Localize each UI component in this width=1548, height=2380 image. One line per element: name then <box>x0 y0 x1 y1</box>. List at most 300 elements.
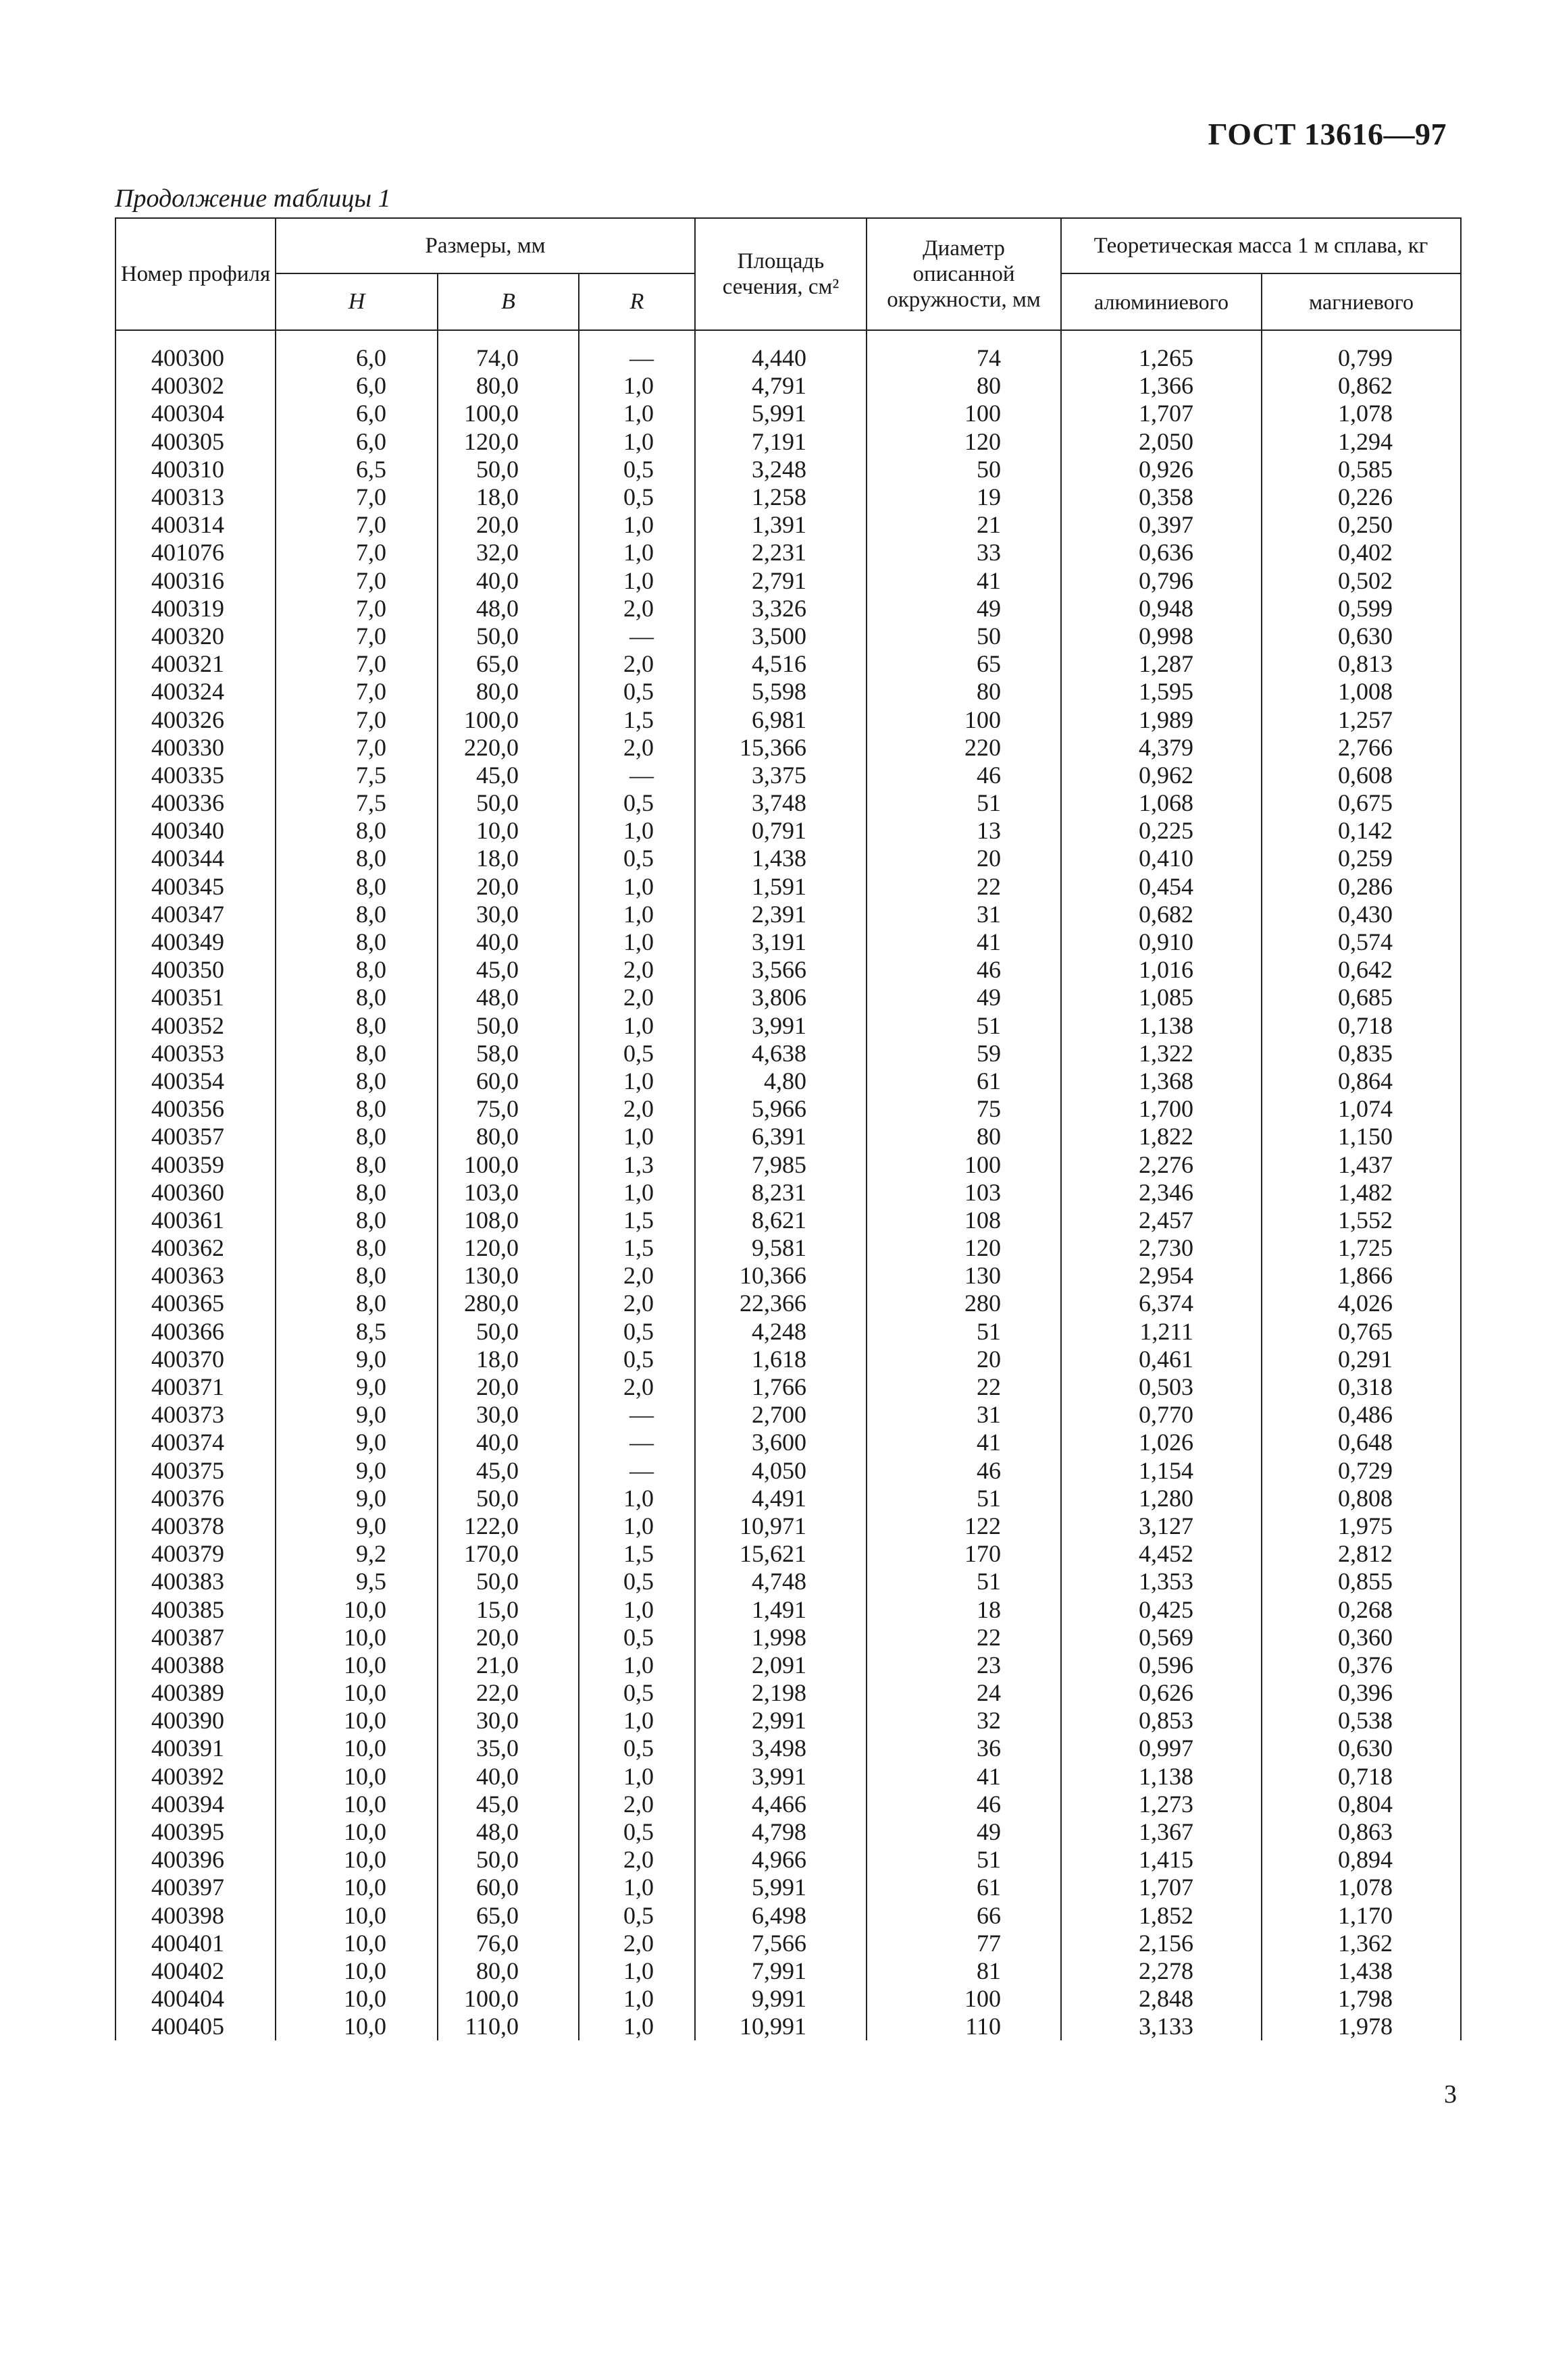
cell-area: 0,791 <box>695 817 867 845</box>
cell-profile-number: 400379 <box>115 1540 276 1568</box>
cell-diameter: 41 <box>867 928 1061 956</box>
cell-mass-magnesium: 1,438 <box>1262 1957 1461 1985</box>
cell-h: 7,0 <box>276 623 438 650</box>
cell-diameter: 46 <box>867 956 1061 984</box>
cell-area: 5,598 <box>695 678 867 706</box>
cell-h: 9,0 <box>276 1373 438 1401</box>
cell-b: 76,0 <box>438 1930 579 1957</box>
cell-r: 0,5 <box>579 678 695 706</box>
cell-diameter: 51 <box>867 1846 1061 1874</box>
cell-h: 6,0 <box>276 372 438 400</box>
cell-diameter: 80 <box>867 678 1061 706</box>
cell-area: 1,391 <box>695 511 867 539</box>
cell-mass-magnesium: 4,026 <box>1262 1290 1461 1317</box>
cell-mass-aluminum: 1,989 <box>1061 706 1262 733</box>
cell-area: 3,748 <box>695 789 867 817</box>
cell-area: 7,991 <box>695 1957 867 1985</box>
cell-h: 8,0 <box>276 1262 438 1290</box>
cell-diameter: 80 <box>867 372 1061 400</box>
table-row <box>115 2013 1461 2040</box>
cell-profile-number: 400324 <box>115 678 276 706</box>
cell-mass-aluminum: 0,569 <box>1061 1624 1262 1651</box>
cell-area: 3,806 <box>695 984 867 1011</box>
cell-r: — <box>579 1401 695 1429</box>
table-body <box>115 330 1461 2040</box>
cell-b: 18,0 <box>438 1346 579 1373</box>
cell-mass-magnesium: 2,812 <box>1262 1540 1461 1568</box>
cell-h: 6,0 <box>276 344 438 372</box>
cell-b: 15,0 <box>438 1595 579 1623</box>
table-row <box>115 956 1461 984</box>
cell-area: 3,191 <box>695 928 867 956</box>
cell-mass-aluminum: 0,962 <box>1061 762 1262 789</box>
table-row <box>115 1123 1461 1151</box>
cell-diameter: 31 <box>867 901 1061 928</box>
cell-mass-magnesium: 0,286 <box>1262 873 1461 901</box>
cell-b: 30,0 <box>438 1401 579 1429</box>
cell-profile-number: 400345 <box>115 873 276 901</box>
cell-profile-number: 400376 <box>115 1485 276 1512</box>
cell-area: 3,991 <box>695 1012 867 1040</box>
header-magnesium: магниевого <box>1262 273 1461 330</box>
cell-diameter: 81 <box>867 1957 1061 1985</box>
cell-mass-magnesium: 1,257 <box>1262 706 1461 733</box>
cell-mass-aluminum: 2,276 <box>1061 1151 1262 1178</box>
cell-r: 2,0 <box>579 1262 695 1290</box>
cell-b: 122,0 <box>438 1512 579 1540</box>
cell-r: 0,5 <box>579 789 695 817</box>
table-row <box>115 595 1461 623</box>
cell-diameter: 103 <box>867 1179 1061 1207</box>
cell-r: 0,5 <box>579 1346 695 1373</box>
cell-b: 18,0 <box>438 845 579 872</box>
header-r: R <box>579 273 695 330</box>
cell-h: 8,0 <box>276 817 438 845</box>
cell-area: 8,621 <box>695 1207 867 1234</box>
cell-mass-magnesium: 0,608 <box>1262 762 1461 789</box>
cell-b: 20,0 <box>438 1373 579 1401</box>
cell-profile-number: 400351 <box>115 984 276 1011</box>
cell-area: 8,231 <box>695 1179 867 1207</box>
cell-mass-aluminum: 1,595 <box>1061 678 1262 706</box>
cell-mass-magnesium: 0,855 <box>1262 1568 1461 1595</box>
cell-h: 9,0 <box>276 1429 438 1456</box>
cell-h: 8,0 <box>276 1012 438 1040</box>
cell-h: 8,0 <box>276 1040 438 1067</box>
cell-r: 1,0 <box>579 928 695 956</box>
cell-mass-aluminum: 1,368 <box>1061 1067 1262 1095</box>
cell-diameter: 65 <box>867 650 1061 678</box>
cell-diameter: 22 <box>867 1373 1061 1401</box>
cell-h: 7,0 <box>276 539 438 566</box>
table-row <box>115 1595 1461 1623</box>
table-row <box>115 1902 1461 1930</box>
table-row <box>115 1318 1461 1346</box>
cell-mass-aluminum: 0,461 <box>1061 1346 1262 1373</box>
cell-mass-aluminum: 0,948 <box>1061 595 1262 623</box>
cell-b: 100,0 <box>438 1151 579 1178</box>
cell-mass-aluminum: 1,707 <box>1061 1874 1262 1901</box>
cell-mass-aluminum: 2,346 <box>1061 1179 1262 1207</box>
cell-area: 7,566 <box>695 1930 867 1957</box>
cell-r: 1,0 <box>579 428 695 456</box>
cell-mass-magnesium: 1,150 <box>1262 1123 1461 1151</box>
cell-mass-aluminum: 2,730 <box>1061 1234 1262 1262</box>
cell-profile-number: 400361 <box>115 1207 276 1234</box>
cell-profile-number: 400378 <box>115 1512 276 1540</box>
cell-mass-aluminum: 0,682 <box>1061 901 1262 928</box>
table-row <box>115 1874 1461 1901</box>
cell-b: 40,0 <box>438 567 579 595</box>
cell-area: 6,981 <box>695 706 867 733</box>
cell-mass-aluminum: 1,211 <box>1061 1318 1262 1346</box>
cell-mass-aluminum: 0,770 <box>1061 1401 1262 1429</box>
cell-mass-aluminum: 0,596 <box>1061 1651 1262 1679</box>
cell-profile-number: 400340 <box>115 817 276 845</box>
table-row <box>115 1151 1461 1178</box>
cell-b: 50,0 <box>438 1846 579 1874</box>
cell-diameter: 100 <box>867 1151 1061 1178</box>
cell-r: 1,0 <box>579 1651 695 1679</box>
table-row <box>115 344 1461 372</box>
table-row <box>115 483 1461 511</box>
table-row <box>115 1624 1461 1651</box>
cell-b: 50,0 <box>438 1485 579 1512</box>
cell-mass-magnesium: 1,482 <box>1262 1179 1461 1207</box>
cell-h: 8,0 <box>276 873 438 901</box>
cell-mass-magnesium: 0,718 <box>1262 1763 1461 1791</box>
cell-profile-number: 400375 <box>115 1457 276 1485</box>
cell-b: 60,0 <box>438 1874 579 1901</box>
cell-profile-number: 400349 <box>115 928 276 956</box>
cell-b: 103,0 <box>438 1179 579 1207</box>
cell-h: 7,5 <box>276 789 438 817</box>
cell-mass-aluminum: 1,852 <box>1061 1902 1262 1930</box>
cell-mass-aluminum: 0,626 <box>1061 1679 1262 1707</box>
cell-profile-number: 400387 <box>115 1624 276 1651</box>
cell-mass-magnesium: 0,718 <box>1262 1012 1461 1040</box>
cell-r: 0,5 <box>579 483 695 511</box>
cell-r: — <box>579 344 695 372</box>
cell-diameter: 51 <box>867 1485 1061 1512</box>
cell-diameter: 50 <box>867 456 1061 483</box>
cell-mass-aluminum: 1,265 <box>1061 344 1262 372</box>
cell-mass-magnesium: 0,376 <box>1262 1651 1461 1679</box>
cell-area: 1,258 <box>695 483 867 511</box>
cell-profile-number: 400370 <box>115 1346 276 1373</box>
cell-mass-magnesium: 0,259 <box>1262 845 1461 872</box>
cell-b: 18,0 <box>438 483 579 511</box>
cell-mass-magnesium: 2,766 <box>1262 734 1461 762</box>
cell-area: 1,998 <box>695 1624 867 1651</box>
cell-b: 20,0 <box>438 873 579 901</box>
cell-mass-aluminum: 1,085 <box>1061 984 1262 1011</box>
cell-h: 10,0 <box>276 1791 438 1818</box>
cell-diameter: 51 <box>867 789 1061 817</box>
cell-mass-magnesium: 0,765 <box>1262 1318 1461 1346</box>
cell-profile-number: 400330 <box>115 734 276 762</box>
cell-diameter: 41 <box>867 1763 1061 1791</box>
cell-h: 7,0 <box>276 567 438 595</box>
cell-area: 4,491 <box>695 1485 867 1512</box>
cell-mass-aluminum: 1,287 <box>1061 650 1262 678</box>
cell-mass-magnesium: 1,978 <box>1262 2013 1461 2040</box>
cell-diameter: 100 <box>867 706 1061 733</box>
cell-b: 120,0 <box>438 428 579 456</box>
cell-r: 1,5 <box>579 1234 695 1262</box>
cell-profile-number: 400373 <box>115 1401 276 1429</box>
cell-diameter: 122 <box>867 1512 1061 1540</box>
cell-b: 40,0 <box>438 1429 579 1456</box>
cell-profile-number: 400385 <box>115 1595 276 1623</box>
cell-profile-number: 400352 <box>115 1012 276 1040</box>
header-b: B <box>438 273 579 330</box>
cell-mass-magnesium: 0,864 <box>1262 1067 1461 1095</box>
cell-b: 75,0 <box>438 1095 579 1123</box>
cell-area: 3,326 <box>695 595 867 623</box>
cell-r: — <box>579 623 695 650</box>
cell-area: 4,466 <box>695 1791 867 1818</box>
cell-r: 1,0 <box>579 1179 695 1207</box>
cell-h: 8,0 <box>276 1095 438 1123</box>
cell-r: 0,5 <box>579 1679 695 1707</box>
cell-mass-aluminum: 4,379 <box>1061 734 1262 762</box>
cell-area: 3,500 <box>695 623 867 650</box>
cell-mass-magnesium: 0,894 <box>1262 1846 1461 1874</box>
cell-mass-magnesium: 1,078 <box>1262 400 1461 427</box>
cell-diameter: 100 <box>867 400 1061 427</box>
cell-mass-magnesium: 0,813 <box>1262 650 1461 678</box>
cell-h: 8,0 <box>276 1067 438 1095</box>
cell-diameter: 77 <box>867 1930 1061 1957</box>
cell-area: 3,498 <box>695 1735 867 1762</box>
cell-b: 65,0 <box>438 1902 579 1930</box>
cell-b: 22,0 <box>438 1679 579 1707</box>
cell-area: 9,581 <box>695 1234 867 1262</box>
cell-h: 10,0 <box>276 1818 438 1846</box>
table-row <box>115 1401 1461 1429</box>
cell-mass-aluminum: 1,016 <box>1061 956 1262 984</box>
table-row <box>115 789 1461 817</box>
table-row <box>115 1067 1461 1095</box>
cell-diameter: 66 <box>867 1902 1061 1930</box>
cell-area: 22,366 <box>695 1290 867 1317</box>
cell-diameter: 41 <box>867 567 1061 595</box>
cell-profile-number: 400319 <box>115 595 276 623</box>
cell-mass-magnesium: 0,799 <box>1262 344 1461 372</box>
cell-profile-number: 400357 <box>115 1123 276 1151</box>
cell-r: 0,5 <box>579 845 695 872</box>
cell-area: 3,566 <box>695 956 867 984</box>
cell-mass-magnesium: 0,804 <box>1262 1791 1461 1818</box>
cell-h: 8,0 <box>276 1290 438 1317</box>
cell-r: 2,0 <box>579 1930 695 1957</box>
cell-r: 1,0 <box>579 1512 695 1540</box>
cell-r: 1,0 <box>579 1123 695 1151</box>
cell-r: 1,0 <box>579 2013 695 2040</box>
cell-r: 1,0 <box>579 539 695 566</box>
cell-profile-number: 400401 <box>115 1930 276 1957</box>
cell-diameter: 108 <box>867 1207 1061 1234</box>
cell-area: 4,748 <box>695 1568 867 1595</box>
table-row <box>115 1707 1461 1735</box>
cell-mass-aluminum: 1,273 <box>1061 1791 1262 1818</box>
cell-mass-aluminum: 0,503 <box>1061 1373 1262 1401</box>
cell-profile-number: 400396 <box>115 1846 276 1874</box>
cell-b: 30,0 <box>438 901 579 928</box>
cell-mass-aluminum: 2,848 <box>1061 1985 1262 2013</box>
cell-mass-magnesium: 1,798 <box>1262 1985 1461 2013</box>
cell-mass-aluminum: 1,367 <box>1061 1818 1262 1846</box>
cell-b: 58,0 <box>438 1040 579 1067</box>
table-row <box>115 1012 1461 1040</box>
cell-area: 1,766 <box>695 1373 867 1401</box>
cell-profile-number: 400395 <box>115 1818 276 1846</box>
cell-profile-number: 400316 <box>115 567 276 595</box>
cell-mass-aluminum: 0,358 <box>1061 483 1262 511</box>
cell-r: 1,0 <box>579 1985 695 2013</box>
cell-mass-aluminum: 2,954 <box>1061 1262 1262 1290</box>
cell-profile-number: 400335 <box>115 762 276 789</box>
cell-area: 2,700 <box>695 1401 867 1429</box>
cell-area: 5,991 <box>695 400 867 427</box>
cell-profile-number: 400353 <box>115 1040 276 1067</box>
cell-area: 2,791 <box>695 567 867 595</box>
table-row <box>115 1846 1461 1874</box>
cell-b: 100,0 <box>438 706 579 733</box>
cell-h: 7,5 <box>276 762 438 789</box>
table-row <box>115 1457 1461 1485</box>
table-row <box>115 1234 1461 1262</box>
cell-h: 8,0 <box>276 1234 438 1262</box>
cell-diameter: 46 <box>867 1457 1061 1485</box>
table-row <box>115 1485 1461 1512</box>
cell-mass-aluminum: 1,068 <box>1061 789 1262 817</box>
cell-diameter: 120 <box>867 428 1061 456</box>
cell-mass-magnesium: 0,862 <box>1262 372 1461 400</box>
cell-h: 8,0 <box>276 984 438 1011</box>
cell-mass-magnesium: 0,538 <box>1262 1707 1461 1735</box>
cell-diameter: 23 <box>867 1651 1061 1679</box>
cell-b: 45,0 <box>438 762 579 789</box>
cell-area: 15,366 <box>695 734 867 762</box>
cell-diameter: 59 <box>867 1040 1061 1067</box>
cell-b: 100,0 <box>438 400 579 427</box>
cell-mass-magnesium: 0,630 <box>1262 1735 1461 1762</box>
cell-profile-number: 400392 <box>115 1763 276 1791</box>
cell-diameter: 130 <box>867 1262 1061 1290</box>
cell-profile-number: 400314 <box>115 511 276 539</box>
cell-r: 1,0 <box>579 1485 695 1512</box>
cell-b: 65,0 <box>438 650 579 678</box>
table-row <box>115 1512 1461 1540</box>
cell-mass-magnesium: 0,685 <box>1262 984 1461 1011</box>
cell-b: 100,0 <box>438 1985 579 2013</box>
cell-area: 10,971 <box>695 1512 867 1540</box>
cell-mass-magnesium: 0,574 <box>1262 928 1461 956</box>
cell-h: 9,5 <box>276 1568 438 1595</box>
cell-mass-aluminum: 4,452 <box>1061 1540 1262 1568</box>
cell-mass-magnesium: 1,008 <box>1262 678 1461 706</box>
cell-mass-aluminum: 0,853 <box>1061 1707 1262 1735</box>
cell-mass-aluminum: 1,026 <box>1061 1429 1262 1456</box>
cell-mass-aluminum: 6,374 <box>1061 1290 1262 1317</box>
table-row <box>115 734 1461 762</box>
cell-mass-aluminum: 2,050 <box>1061 428 1262 456</box>
cell-mass-aluminum: 0,454 <box>1061 873 1262 901</box>
cell-diameter: 22 <box>867 1624 1061 1651</box>
cell-area: 2,991 <box>695 1707 867 1735</box>
table-row <box>115 873 1461 901</box>
cell-b: 280,0 <box>438 1290 579 1317</box>
header-dimensions: Размеры, мм <box>276 218 695 273</box>
cell-profile-number: 400389 <box>115 1679 276 1707</box>
page-number: 3 <box>1444 2080 1457 2109</box>
cell-profile-number: 400390 <box>115 1707 276 1735</box>
cell-mass-aluminum: 3,127 <box>1061 1512 1262 1540</box>
cell-mass-magnesium: 1,170 <box>1262 1902 1461 1930</box>
cell-mass-magnesium: 0,502 <box>1262 567 1461 595</box>
cell-area: 3,600 <box>695 1429 867 1456</box>
cell-r: 1,5 <box>579 1540 695 1568</box>
table-row <box>115 400 1461 427</box>
cell-profile-number: 400366 <box>115 1318 276 1346</box>
cell-mass-magnesium: 0,396 <box>1262 1679 1461 1707</box>
cell-r: 0,5 <box>579 1040 695 1067</box>
cell-diameter: 19 <box>867 483 1061 511</box>
cell-b: 48,0 <box>438 984 579 1011</box>
cell-b: 50,0 <box>438 1318 579 1346</box>
table-row <box>115 678 1461 706</box>
cell-mass-aluminum: 0,425 <box>1061 1595 1262 1623</box>
cell-h: 10,0 <box>276 2013 438 2040</box>
cell-diameter: 80 <box>867 1123 1061 1151</box>
cell-h: 6,0 <box>276 400 438 427</box>
cell-diameter: 74 <box>867 344 1061 372</box>
cell-mass-aluminum: 0,796 <box>1061 567 1262 595</box>
cell-profile-number: 400302 <box>115 372 276 400</box>
cell-mass-magnesium: 1,362 <box>1262 1930 1461 1957</box>
cell-h: 7,0 <box>276 483 438 511</box>
cell-mass-magnesium: 0,430 <box>1262 901 1461 928</box>
cell-profile-number: 400363 <box>115 1262 276 1290</box>
table-row <box>115 1568 1461 1595</box>
cell-diameter: 24 <box>867 1679 1061 1707</box>
table-row <box>115 1957 1461 1985</box>
cell-mass-magnesium: 0,268 <box>1262 1595 1461 1623</box>
cell-b: 80,0 <box>438 1957 579 1985</box>
header-h: H <box>276 273 438 330</box>
cell-mass-aluminum: 1,322 <box>1061 1040 1262 1067</box>
cell-profile-number: 400350 <box>115 956 276 984</box>
table-row <box>115 1540 1461 1568</box>
cell-diameter: 170 <box>867 1540 1061 1568</box>
cell-b: 45,0 <box>438 956 579 984</box>
cell-r: 1,5 <box>579 1207 695 1234</box>
cell-h: 8,0 <box>276 1151 438 1178</box>
cell-b: 50,0 <box>438 1568 579 1595</box>
cell-r: — <box>579 1429 695 1456</box>
cell-h: 10,0 <box>276 1735 438 1762</box>
cell-diameter: 33 <box>867 539 1061 566</box>
cell-profile-number: 400347 <box>115 901 276 928</box>
cell-diameter: 50 <box>867 623 1061 650</box>
cell-diameter: 49 <box>867 595 1061 623</box>
cell-profile-number: 400398 <box>115 1902 276 1930</box>
cell-mass-aluminum: 1,280 <box>1061 1485 1262 1512</box>
table-row <box>115 456 1461 483</box>
cell-h: 9,0 <box>276 1485 438 1512</box>
